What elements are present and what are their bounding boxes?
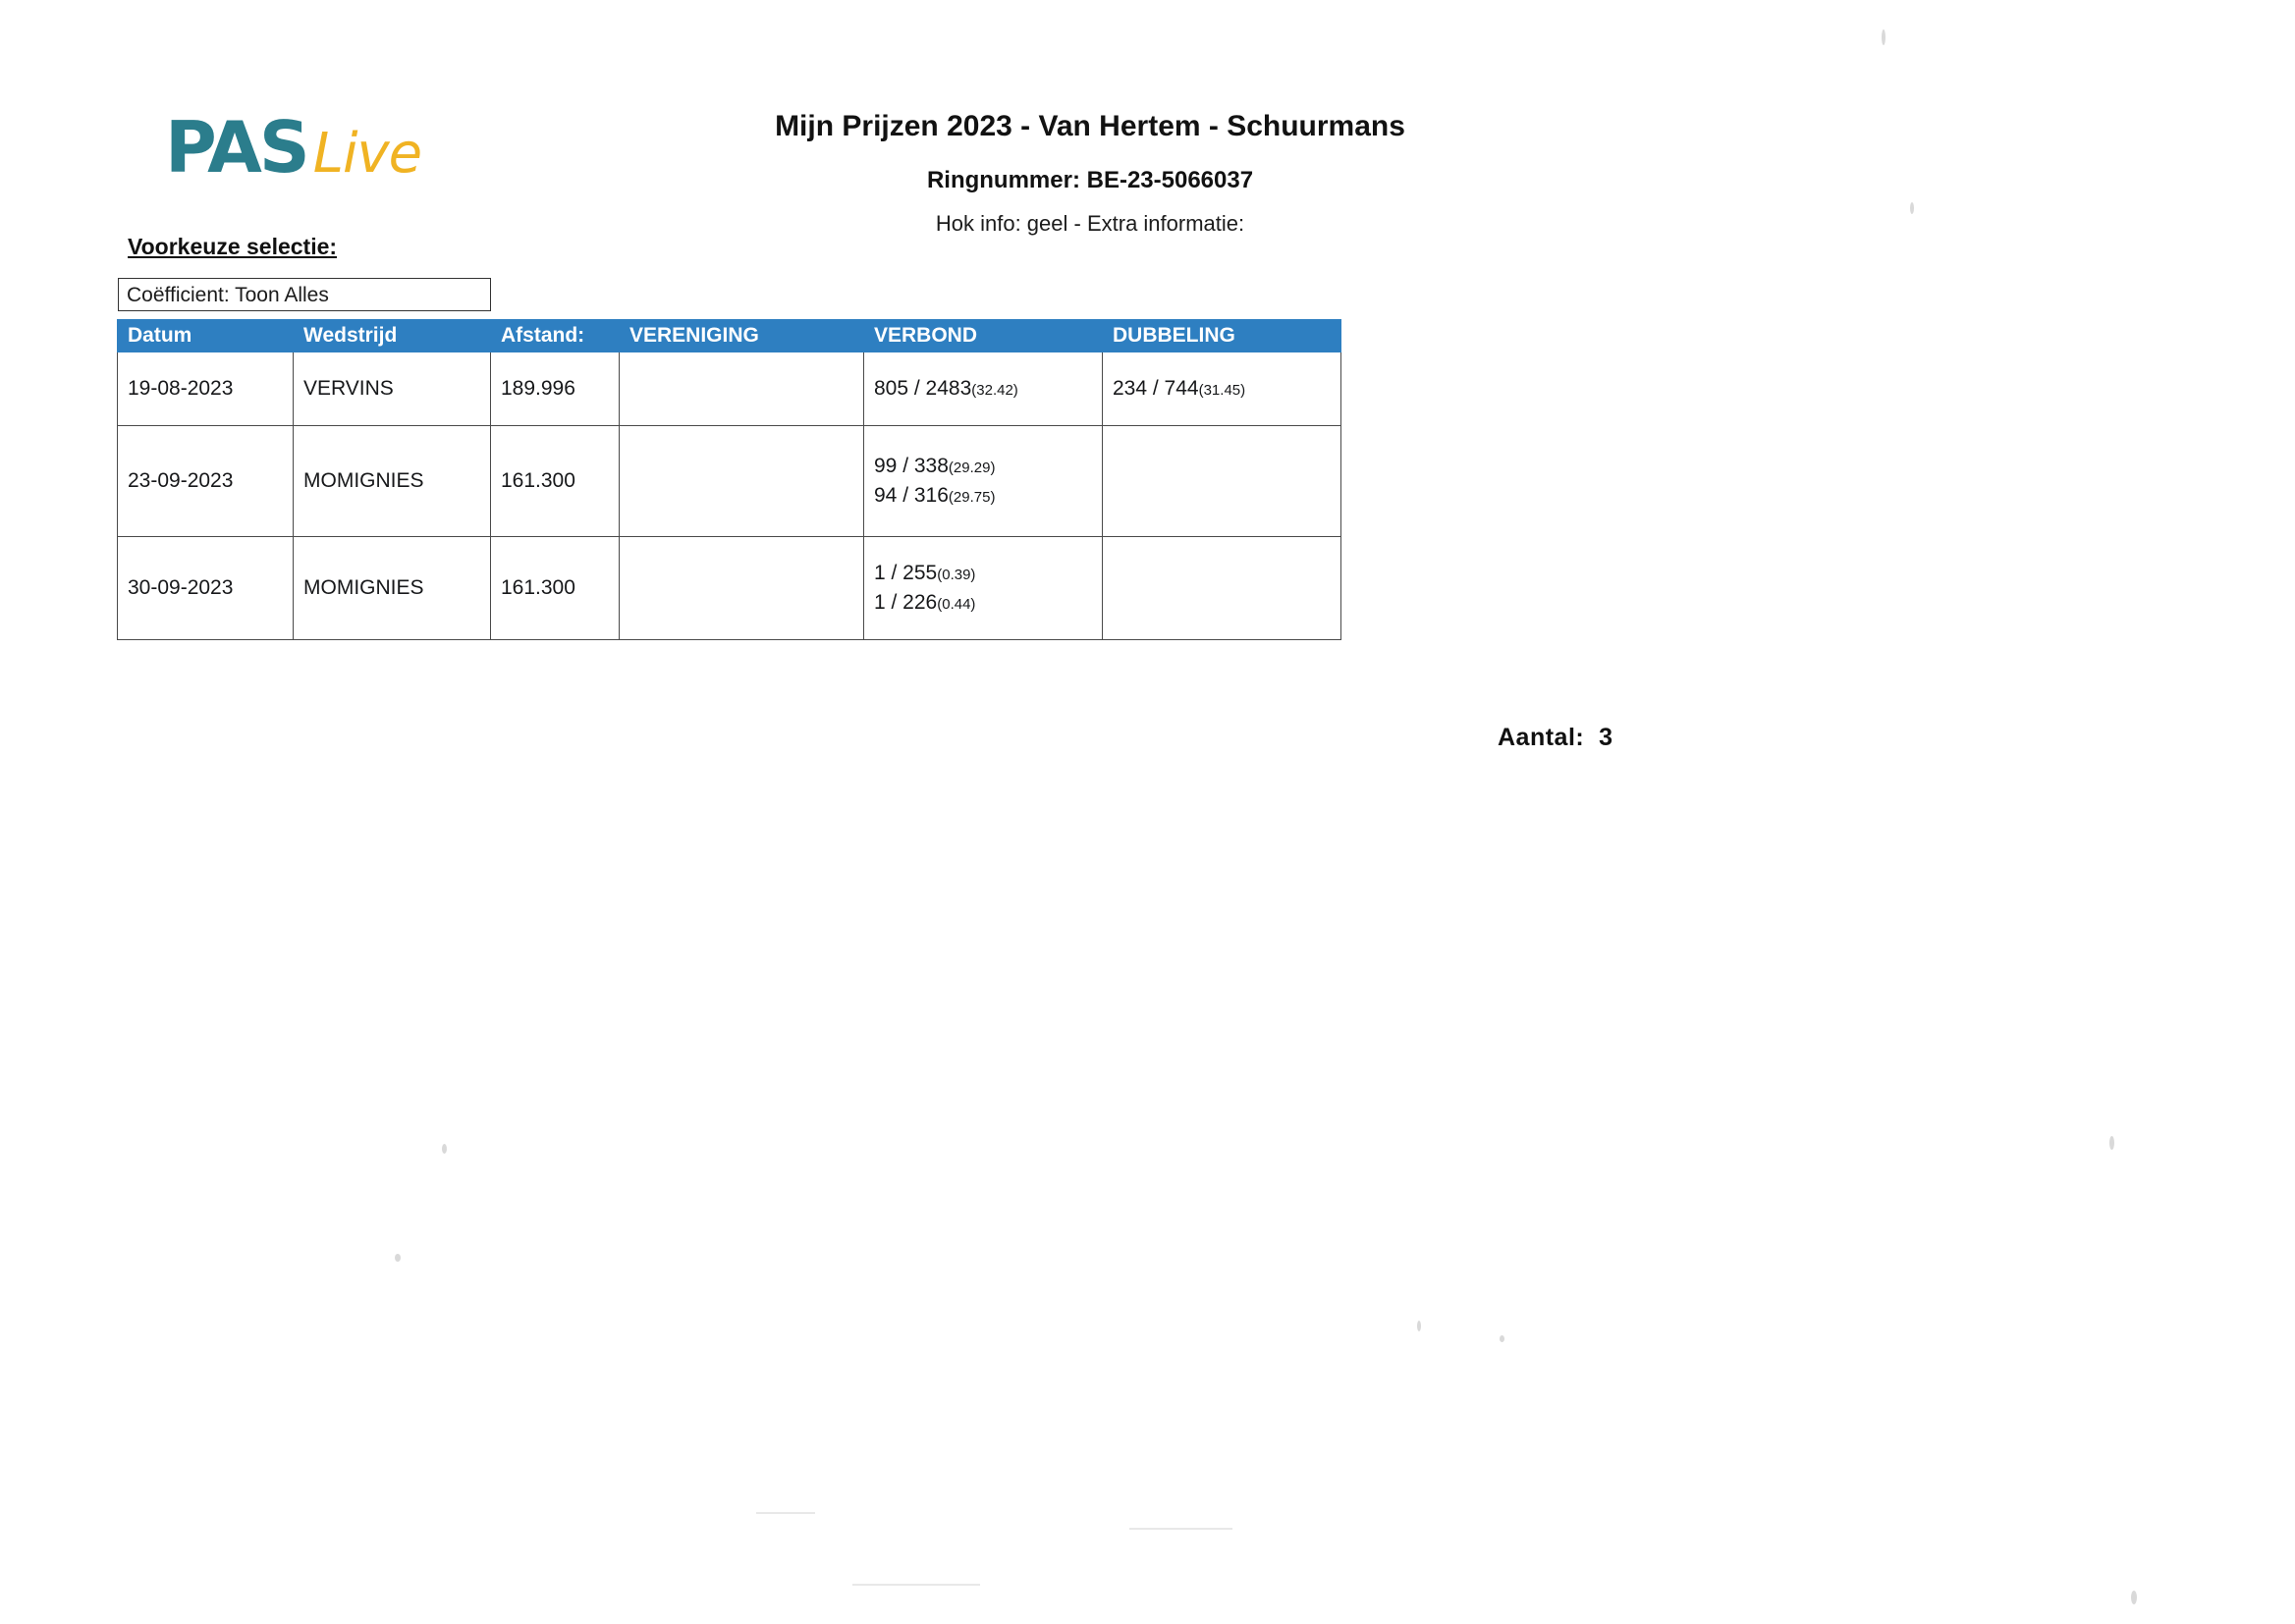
cell-dubbeling: [1103, 537, 1341, 640]
logo-text-pas: PAS: [165, 106, 307, 189]
column-header-verbond: VERBOND: [864, 320, 1103, 352]
column-header-wedstrijd: Wedstrijd: [294, 320, 491, 352]
cell-afstand: 161.300: [491, 537, 620, 640]
cell-verbond: [864, 426, 1103, 537]
logo-text-live: Live: [312, 122, 422, 186]
rank-entry: [874, 588, 1092, 618]
rank-entry: [874, 452, 1092, 481]
cell-verbond: [864, 352, 1103, 426]
scan-line: [1129, 1528, 1232, 1530]
cell-datum: 30-09-2023: [118, 537, 294, 640]
scan-speck: [1882, 29, 1885, 45]
total-count: [1498, 724, 1613, 752]
scan-speck: [1910, 202, 1914, 214]
cell-wedstrijd: VERVINS: [294, 352, 491, 426]
cell-vereniging: [620, 426, 864, 537]
cell-vereniging: [620, 352, 864, 426]
page-title: Mijn Prijzen 2023 - Van Hertem - Schuurmans: [775, 110, 1405, 142]
column-header-vereniging: VERENIGING: [620, 320, 864, 352]
scan-speck: [442, 1144, 447, 1154]
loft-info: Hok info: geel - Extra informatie:: [935, 211, 1245, 236]
rank-coefficient: (29.75): [948, 489, 996, 506]
rank-entry: [874, 481, 1092, 511]
selection-heading: Voorkeuze selectie:: [128, 234, 338, 259]
rank-value: 1 / 255: [874, 561, 938, 584]
column-header-datum: Datum: [118, 320, 294, 352]
column-header-dubbeling: DUBBELING: [1103, 320, 1341, 352]
coefficient-select[interactable]: Coëfficient: Toon Alles: [118, 278, 491, 311]
table-row: [118, 537, 1341, 640]
rank-coefficient: (32.42): [971, 381, 1018, 399]
rank-coefficient: (29.29): [948, 459, 996, 476]
scan-speck: [1417, 1321, 1421, 1331]
table-header-row: [118, 320, 1341, 352]
table-row: [118, 352, 1341, 426]
cell-vereniging: [620, 537, 864, 640]
rank-coefficient: (31.45): [1198, 381, 1246, 399]
ring-number: Ringnummer: BE-23-5066037: [926, 167, 1254, 193]
scan-speck: [395, 1254, 401, 1262]
column-header-afstand: Afstand:: [491, 320, 620, 352]
cell-datum: 19-08-2023: [118, 352, 294, 426]
rank-value: 99 / 338: [874, 454, 949, 477]
scan-speck: [1500, 1335, 1504, 1342]
rank-value: 234 / 744: [1113, 376, 1199, 400]
rank-value: 94 / 316: [874, 484, 949, 507]
scan-speck: [2109, 1136, 2114, 1150]
rank-entry: [874, 374, 1092, 404]
scan-speck: [2131, 1591, 2137, 1604]
rank-coefficient: (0.39): [937, 566, 976, 583]
rank-value: 1 / 226: [874, 591, 938, 614]
cell-afstand: 161.300: [491, 426, 620, 537]
prizes-table: [117, 319, 1341, 640]
total-label: Aantal:: [1498, 724, 1585, 751]
rank-coefficient: (0.44): [937, 596, 976, 613]
cell-wedstrijd: MOMIGNIES: [294, 426, 491, 537]
cell-wedstrijd: MOMIGNIES: [294, 537, 491, 640]
rank-entry: [874, 559, 1092, 588]
scan-line: [852, 1584, 980, 1586]
total-value: 3: [1599, 724, 1613, 751]
scan-line: [756, 1512, 815, 1514]
cell-verbond: [864, 537, 1103, 640]
rank-entry: [1113, 374, 1331, 404]
cell-dubbeling: [1103, 426, 1341, 537]
pas-live-logo: [165, 106, 421, 189]
table-row: [118, 426, 1341, 537]
cell-datum: 23-09-2023: [118, 426, 294, 537]
cell-dubbeling: [1103, 352, 1341, 426]
rank-value: 805 / 2483: [874, 376, 972, 400]
cell-afstand: 189.996: [491, 352, 620, 426]
